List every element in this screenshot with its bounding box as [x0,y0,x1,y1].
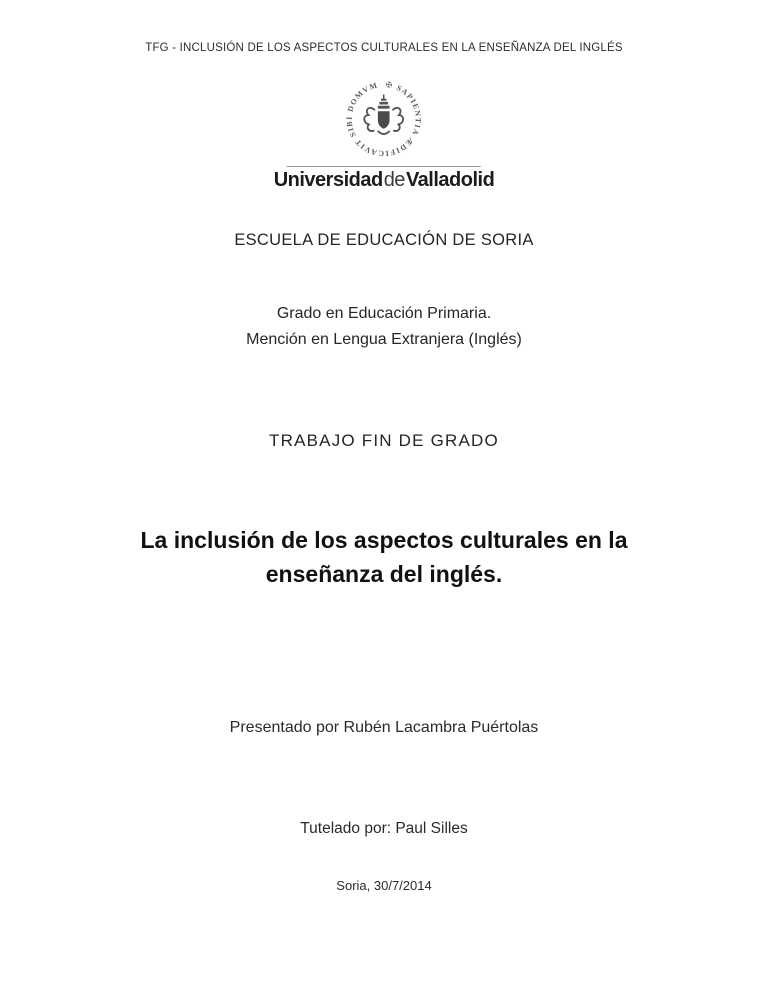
logo-divider [287,166,481,167]
university-seal-icon [345,80,423,158]
thesis-title-line-1: La inclusión de los aspectos culturales en la [140,527,628,553]
degree-line-2: Mención en Lengua Extranjera (Inglés) [246,331,522,348]
school-name: ESCUELA DE EDUCACIÓN DE SORIA [234,231,534,249]
thesis-title [0,523,768,591]
university-logo [274,80,495,192]
wordmark-de: de [383,169,405,191]
wordmark-universidad: Universidad [273,169,383,191]
work-type-heading: TRABAJO FIN DE GRADO [269,431,499,450]
presented-by: Presentado por Rubén Lacambra Puértolas [229,719,539,736]
thesis-title-line-2: enseñanza del inglés. [265,561,503,587]
seal-coat-of-arms [365,95,404,134]
university-wordmark [274,169,495,192]
wordmark-valladolid: Valladolid [405,169,495,191]
degree-line-1: Grado en Educación Primaria. [276,305,492,322]
seal-motto-text: ✠ SAPIENTIA ÆDIFICAVIT SIBI DOMVM [345,80,423,158]
place-and-date: Soria, 30/7/2014 [336,878,432,893]
tutored-by: Tutelado por: Paul Silles [300,820,468,837]
degree-block [0,301,768,353]
running-header: TFG - INCLUSIÓN DE LOS ASPECTOS CULTURALES EN LA ENSEÑANZA DEL INGLÉS [145,42,623,54]
